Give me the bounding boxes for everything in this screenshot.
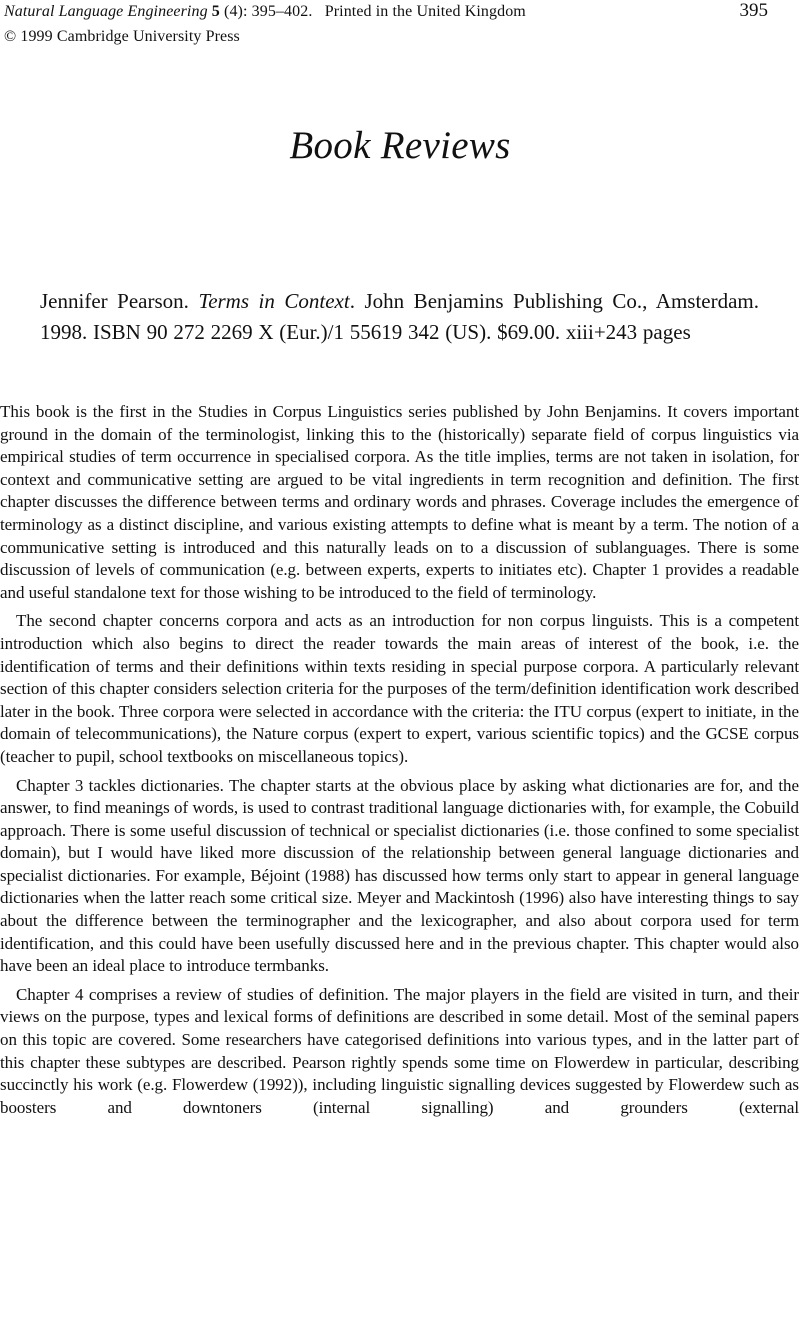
paragraph-3: Chapter 3 tackles dictionaries. The chapter starts at the obvious place by asking what dictionaries are for, and the answer, to find meanings of words, is used to contrast traditional language dictionaries with, for example, the Cobuild approach. There is some useful discussion of technical or specialist dictionaries (i.e. those confined to some specialist domain), but I would have liked more discussion of the relationship between general language dictionaries and specialist dictionaries. For example, Béjoint (1988) has discussed how terms only start to appear in general language dictionaries when the latter reach some critical size. Meyer and Mackintosh (1996) also have interesting things to say about the difference between the terminographer and the lexicographer, and also about corpora used for term identification, and this could have been usefully discussed here and in the previous chapter. This chapter would also have been an ideal place to introduce termbanks.	[0, 775, 799, 976]
copyright-line: © 1999 Cambridge University Press	[4, 28, 240, 45]
review-details: . John Benjamins Publishing Co., Amsterdam. 1998. ISBN 90 272 2269 X (Eur.)/1 55619 342 (US). $69.00. xiii+243 pages	[40, 289, 760, 344]
running-header	[4, 1, 526, 51]
journal-line	[4, 1, 526, 26]
paragraph-4: Chapter 4 comprises a review of studies of definition. The major players in the field are visited in turn, and their views on the purpose, types and lexical forms of definitions are described in some detail. Most of the seminal papers on this topic are covered. Some researchers have categorised definitions into various types, and in the latter part of this chapter these subtypes are described. Pearson rightly spends some time on Flowerdew in particular, describing succinctly his work (e.g. Flowerdew (1992)), including linguistic signalling devices suggested by Flowerdew such as boosters and downtoners (internal signalling) and grounders (external	[0, 984, 799, 1117]
review-book-title: Terms in Context	[198, 289, 350, 313]
section-title: Book Reviews	[289, 124, 511, 167]
review-author: Jennifer Pearson.	[40, 289, 189, 313]
paragraph-2: The second chapter concerns corpora and acts as an introduction for non corpus linguists. This is a competent introduction which also begins to direct the reader towards the main areas of interest of the book, i.e. the identification of terms and their definitions within texts residing in special purpose corpora. A particularly relevant section of this chapter considers selection criteria for the purposes of the term/definition identification work described later in the book. Three corpora were selected in accordance with the criteria: the ITU corpus (expert to initiate, in the domain of telecommunications), the Nature corpus (expert to expert, various scientific topics) and the GCSE corpus (teacher to pupil, school textbooks on miscellaneous topics).	[0, 611, 799, 766]
journal-volume: 5	[211, 3, 220, 20]
printed-note: Printed in the United Kingdom	[324, 3, 526, 20]
journal-issue-pages: (4): 395–402.	[224, 3, 313, 20]
paragraph-1: This book is the first in the Studies in Corpus Linguistics series published by John Benjamins. It covers important ground in the domain of the terminologist, linking this to the (historically) separate field of corpus linguistics via empirical studies of term occurrence in specialised corpora. As the title implies, terms are not taken in isolation, for context and communicative setting are argued to be vital ingredients in term recognition and definition. The first chapter discusses the difference between terms and ordinary words and phrases. Coverage includes the emergence of terminology as a distinct discipline, and various existing attempts to define what is meant by a term. The notion of a communicative setting is introduced and this naturally leads on to a discussion of sublanguages. There is some discussion of levels of communication (e.g. between experts, experts to initiates etc). Chapter 1 provides a readable and useful standalone text for those wishing to be introduced to the field of terminology.	[0, 402, 799, 602]
page-number: 395	[739, 0, 768, 21]
review-body	[0, 401, 799, 1125]
book-citation	[40, 286, 759, 348]
journal-name: Natural Language Engineering	[4, 3, 208, 20]
